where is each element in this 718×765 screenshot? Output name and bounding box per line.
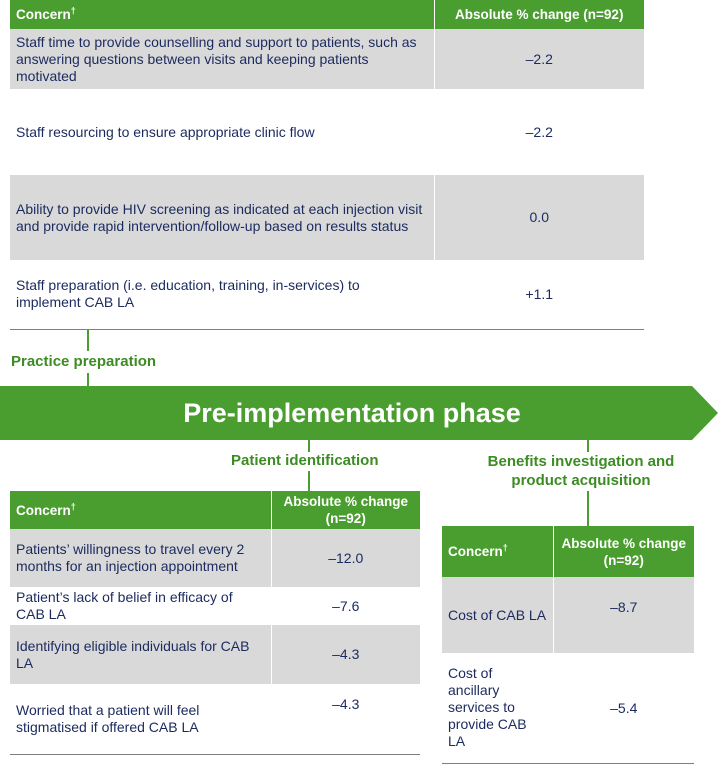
benefits-investigation-label: Benefits investigation and product acquisition: [487, 453, 675, 489]
table-header-row: [442, 526, 694, 577]
connector-line: [308, 440, 310, 452]
table-row: [442, 577, 694, 653]
table-header-row: [10, 0, 644, 29]
concern-cell: Patient’s lack of belief in efficacy of CAB LA: [10, 587, 271, 625]
concern-cell: Cost of ancillary services to provide CAB LA: [442, 653, 553, 763]
change-header: Absolute % change (n=92): [434, 0, 644, 29]
table-row: [10, 260, 644, 329]
dagger-mark: †: [70, 5, 76, 16]
change-header: Absolute % change (n=92): [553, 526, 694, 577]
concern-header-label: Concern: [16, 7, 71, 22]
change-cell: –2.2: [525, 123, 553, 140]
concern-header: [10, 491, 271, 529]
concern-header-label: Concern: [16, 502, 71, 518]
patient-identification-label: Patient identification: [231, 452, 379, 469]
concern-cell: Staff preparation (i.e. education, training, in-services) to implement CAB LA: [10, 260, 434, 329]
change-cell: –5.4: [553, 653, 694, 763]
table-row: [10, 625, 420, 684]
practice-preparation-table: [10, 0, 644, 330]
connector-line: [87, 330, 89, 351]
table-row: [10, 684, 420, 754]
dagger-mark: †: [502, 542, 508, 553]
concern-cell: Worried that a patient will feel stigmatised if offered CAB LA: [10, 684, 271, 754]
connector-line: [587, 440, 589, 452]
connector-line: [587, 491, 589, 526]
phase-banner-title: Pre-implementation phase: [183, 398, 521, 428]
practice-preparation-label: Practice preparation: [11, 353, 157, 370]
table-row: [10, 529, 420, 587]
connector-line: [87, 373, 89, 386]
table-row: [10, 587, 420, 625]
dagger-mark: †: [70, 501, 76, 511]
concern-header: [10, 0, 434, 29]
table-row: [10, 89, 644, 175]
change-cell: –7.6: [332, 597, 360, 614]
change-header: Absolute % change (n=92): [271, 491, 420, 529]
change-cell: –8.7: [553, 577, 694, 653]
change-cell: –2.2: [434, 29, 644, 89]
change-cell: +1.1: [434, 260, 644, 329]
table-row: [10, 175, 644, 260]
table-header-row: [10, 491, 420, 529]
change-cell: –12.0: [271, 529, 420, 587]
concern-cell: Patients’ willingness to travel every 2 months for an injection appointment: [10, 529, 271, 587]
change-cell: –4.3: [271, 625, 420, 684]
concern-cell: Staff time to provide counselling and support to patients, such as answering questions between visits and keeping patients motivated: [10, 29, 434, 89]
table-row: [442, 653, 694, 763]
table-row: [10, 29, 644, 89]
connector-line: [308, 471, 310, 491]
benefits-investigation-table: [442, 526, 694, 764]
concern-cell: Staff resourcing to ensure appropriate clinic flow: [10, 89, 434, 175]
change-cell: –4.3: [271, 684, 420, 754]
concern-header-label: Concern: [448, 544, 503, 559]
patient-identification-table: [10, 491, 420, 755]
concern-cell: Identifying eligible individuals for CAB LA: [10, 625, 271, 684]
change-cell: 0.0: [434, 175, 644, 260]
concern-cell: Cost of CAB LA: [442, 577, 553, 653]
concern-header: [442, 526, 553, 577]
concern-cell: Ability to provide HIV screening as indicated at each injection visit and provide rapid intervention/follow-up based on results status: [10, 175, 434, 260]
